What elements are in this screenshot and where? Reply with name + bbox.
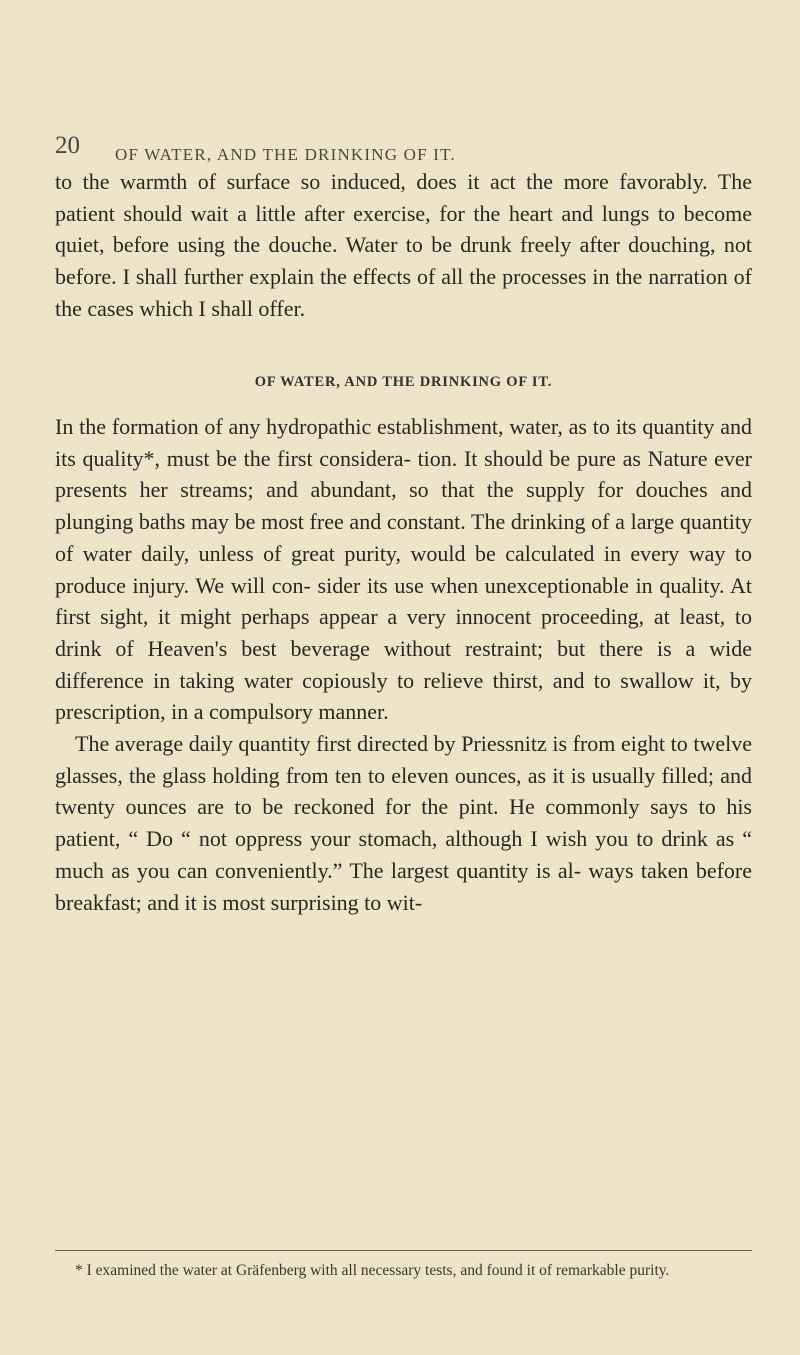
page-number: 20: [55, 132, 80, 159]
paragraph: In the formation of any hydropathic establishment, water, as to its quantity and its quality*, must be the first considera- tion. It should be pure as Nature ever presents her streams; and abundant, so that the supply for douches and plunging baths may be most free and constant. The drinking of a large quantity of water daily, unless of great purity, would be calculated in every way to produce injury. We will con- sider its use when unexceptionable in quality. At first sight, it might perhaps appear a very innocent proceeding, at least, to drink of Heaven's best beverage without restraint; but there is a wide difference in taking water copiously to relieve thirst, and to swallow it, by prescription, in a compulsory manner.: [55, 414, 752, 725]
footnote-divider: [55, 1250, 752, 1251]
running-title: OF WATER, AND THE DRINKING OF IT.: [115, 145, 456, 164]
paragraph: The average daily quantity first directed by Priessnitz is from eight to twelve glasses, the glass holding from ten to eleven ounces, as it is usually filled; and twenty ounces are to be reckoned for the pint. He commonly says to his patient, “ Do “ not oppress your stomach, although I wish you to drink as “ much as you can conveniently.” The largest quantity is al- ways taken before breakfast; and it is most surprising to wit-: [55, 731, 752, 915]
section-heading: OF WATER, AND THE DRINKING OF IT.: [254, 374, 553, 390]
footnote: * I examined the water at Gräfenberg with all necessary tests, and found it of remarkable purity.: [75, 1262, 670, 1279]
section-body: [55, 411, 752, 918]
opening-paragraph: to the warmth of surface so induced, does it act the more favorably. The patient should wait a little after exercise, for the heart and lungs to become quiet, before using the douche. Water to be drunk freely after douching, not before. I shall further explain the effects of all the processes in the narration of the cases which I shall offer.: [55, 169, 752, 321]
